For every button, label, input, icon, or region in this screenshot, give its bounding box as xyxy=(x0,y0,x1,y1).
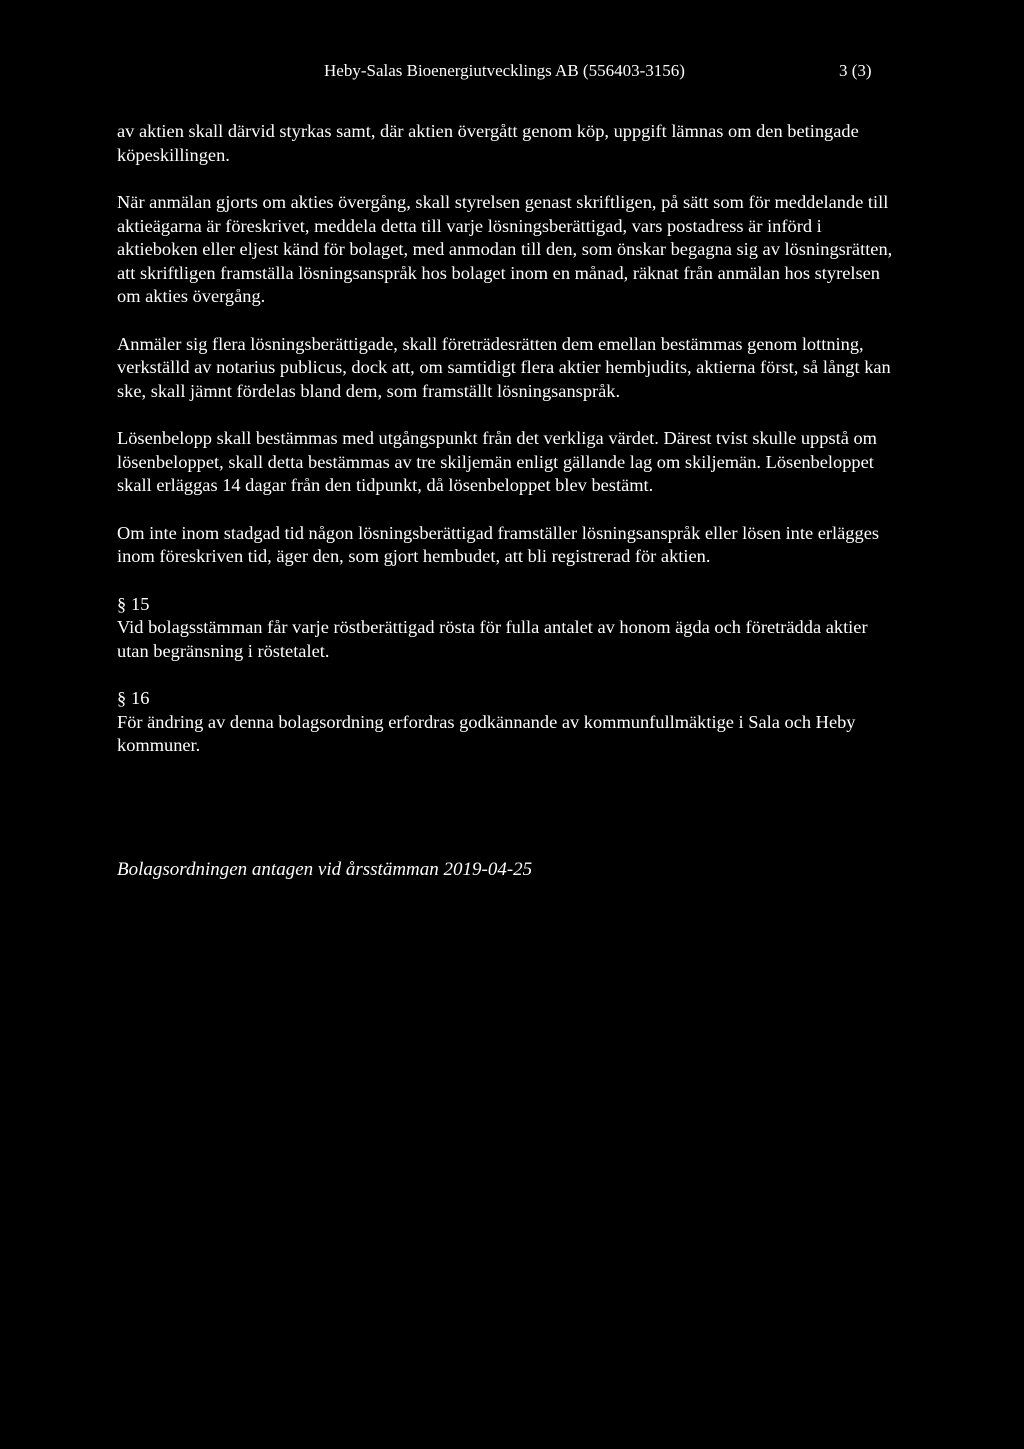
page-header xyxy=(0,59,1024,83)
document-body xyxy=(117,120,897,782)
section-number: 15 xyxy=(131,593,150,614)
section-heading-16 xyxy=(117,687,897,711)
section-text-16: För ändring av denna bolagsordning erfordras godkännande av kommunfullmäktige i Sala och Heby kommuner. xyxy=(117,711,856,755)
section-number: 16 xyxy=(131,688,150,708)
document-header-title: Heby-Salas Bioenergiutvecklings AB (556403-3156) xyxy=(324,61,685,80)
paragraph-notification: När anmälan gjorts om akties övergång, skall styrelsen genast skriftligen, på sätt som för meddelande till aktieägarna är föreskrivet, meddela detta till varje lösningsberättigad, vars postadress är införd i aktieboken eller eljest känd för bolaget, med anmodan till den, som önskar begagna sig av lösningsrätten, att skriftligen framställa lösningsanspråk hos bolaget inom en månad, räknat från anmälan hos styrelsen om akties övergång. xyxy=(117,192,893,306)
section-heading-15 xyxy=(117,593,897,617)
page-number: 3 (3) xyxy=(839,61,872,80)
paragraph-continuation: av aktien skall därvid styrkas samt, där aktien övergått genom köp, uppgift lämnas om den betingade köpeskillingen. xyxy=(117,121,859,165)
section-text-15: Vid bolagsstämman får varje röstberättigad rösta för fulla antalet av honom ägda och företrädda aktier utan begränsning i röstetalet. xyxy=(117,617,868,661)
section-symbol: § xyxy=(117,688,127,708)
paragraph-registration: Om inte inom stadgad tid någon lösningsberättigad framställer lösningsanspråk eller lösen inte erlägges inom föreskriven tid, äger den, som gjort hembudet, att bli registrerad för aktien. xyxy=(117,522,880,566)
section-15 xyxy=(117,593,897,664)
paragraph-lottery: Anmäler sig flera lösningsberättigade, skall företrädesrätten dem emellan bestämmas genom lottning, verkställd av notarius publicus, dock att, om samtidigt flera aktier hembjudits, aktierna först, så långt kan ske, skall jämnt fördelas bland dem, som framställt lösningsanspråk. xyxy=(117,333,891,401)
section-16 xyxy=(117,687,897,758)
section-symbol: § xyxy=(117,593,127,614)
adoption-note: Bolagsordningen antagen vid årsstämman 2019-04-25 xyxy=(117,859,533,880)
paragraph-redemption-amount: Lösenbelopp skall bestämmas med utgångspunkt från det verkliga värdet. Därest tvist skulle uppstå om lösenbeloppet, skall detta bestämmas av tre skiljemän enligt gällande lag om skiljemän. Lösenbeloppet skall erläggas 14 dagar från den tidpunkt, då lösenbeloppet blev bestämt. xyxy=(117,428,877,495)
